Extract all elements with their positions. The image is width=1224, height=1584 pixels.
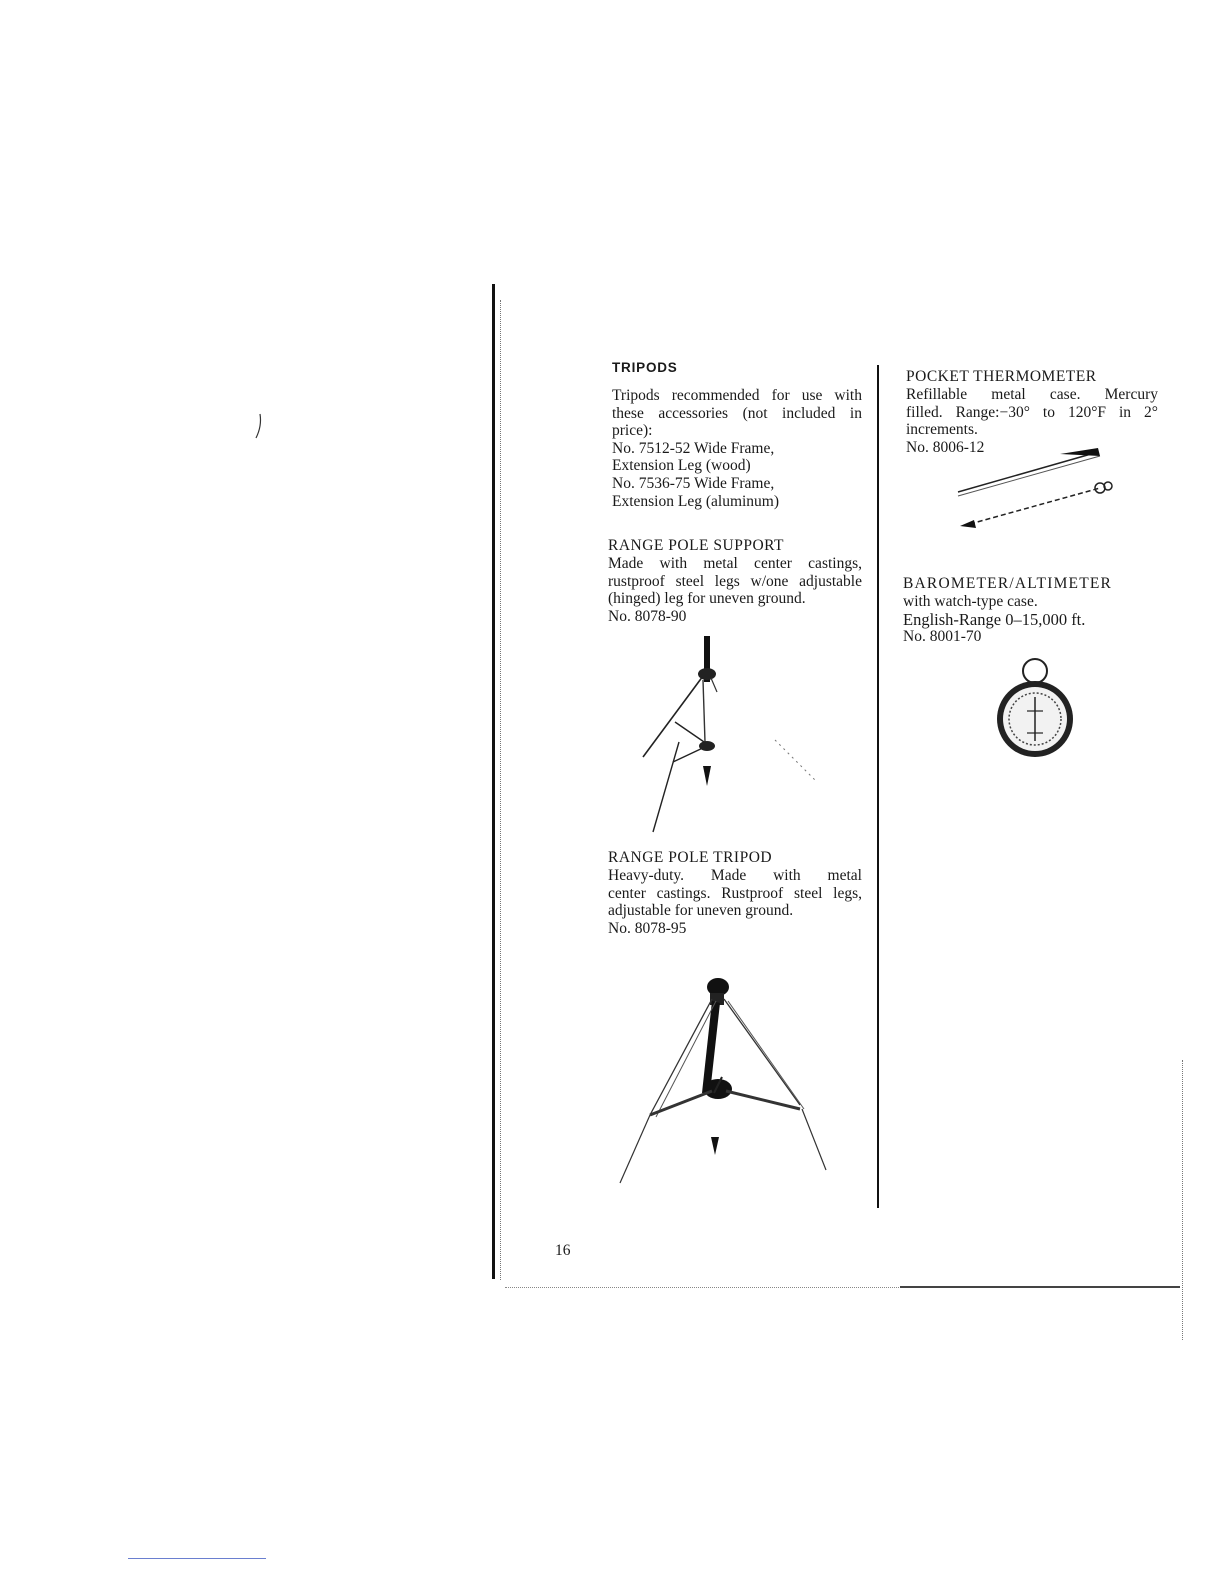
range-pole-tripod-heading: RANGE POLE TRIPOD [608,849,773,866]
right-edge-dots [1182,1060,1183,1340]
pocket-thermometer-line-1: Refillable metal case. Mercury [906,386,1158,403]
barometer-altimeter-line-1: with watch-type case. [903,593,1038,610]
pocket-thermometer-heading: POCKET THERMOMETER [906,368,1097,385]
thermometer-illustration [950,442,1120,532]
tripods-line-6: No. 7536-75 Wide Frame, [612,474,775,492]
column-divider [877,365,879,1208]
barometer-altimeter-section [903,575,1155,646]
tripods-line-5: Extension Leg (wood) [612,457,751,475]
tripods-line-1: Tripods recommended for use with [612,387,862,404]
range-pole-support-illustration [595,632,835,842]
left-binding-rule [492,284,495,1279]
barometer-illustration [985,653,1085,763]
stray-mark [254,412,264,442]
bottom-edge-rule [900,1286,1180,1288]
barometer-altimeter-part-no: No. 8001-70 [903,628,982,646]
barometer-altimeter-line-2: English-Range 0–15,000 ft. [903,609,1086,629]
range-pole-tripod-part-no: No. 8078-95 [608,919,687,937]
tripods-line-2: these accessories (not included in [612,404,862,422]
range-pole-tripod-line-1: Heavy-duty. Made with metal [608,867,862,884]
pocket-thermometer-line-3: increments. [906,421,978,439]
barometer-altimeter-heading: BAROMETER/ALTIMETER [903,575,1113,592]
tripods-line-7: Extension Leg (aluminum) [612,492,780,510]
range-pole-support-line-2: rustproof steel legs w/one adjustable [608,572,862,590]
tripods-heading: TRIPODS [612,360,678,375]
range-pole-support-part-no: No. 8078-90 [608,607,687,625]
range-pole-tripod-section [608,849,862,937]
range-pole-tripod-line-3: adjustable for uneven ground. [608,902,794,920]
range-pole-support-line-1: Made with metal center castings, [608,555,862,572]
range-pole-tripod-illustration [610,965,850,1195]
page-number: 16 [555,1242,571,1259]
range-pole-tripod-line-2: center castings. Rustproof steel legs, [608,884,862,902]
footer-link-underline [128,1558,266,1559]
range-pole-support-section [608,537,862,625]
left-binding-dots [500,300,501,1280]
tripods-line-4: No. 7512-52 Wide Frame, [612,439,775,457]
bottom-edge-dots [505,1287,905,1288]
pocket-thermometer-line-2: filled. Range:−30° to 120°F in 2° [906,403,1158,421]
pocket-thermometer-part-no: No. 8006-12 [906,438,985,456]
range-pole-support-line-3: (hinged) leg for uneven ground. [608,590,806,608]
tripods-section [612,360,862,510]
tripods-line-3: price): [612,422,653,440]
range-pole-support-heading: RANGE POLE SUPPORT [608,537,785,554]
